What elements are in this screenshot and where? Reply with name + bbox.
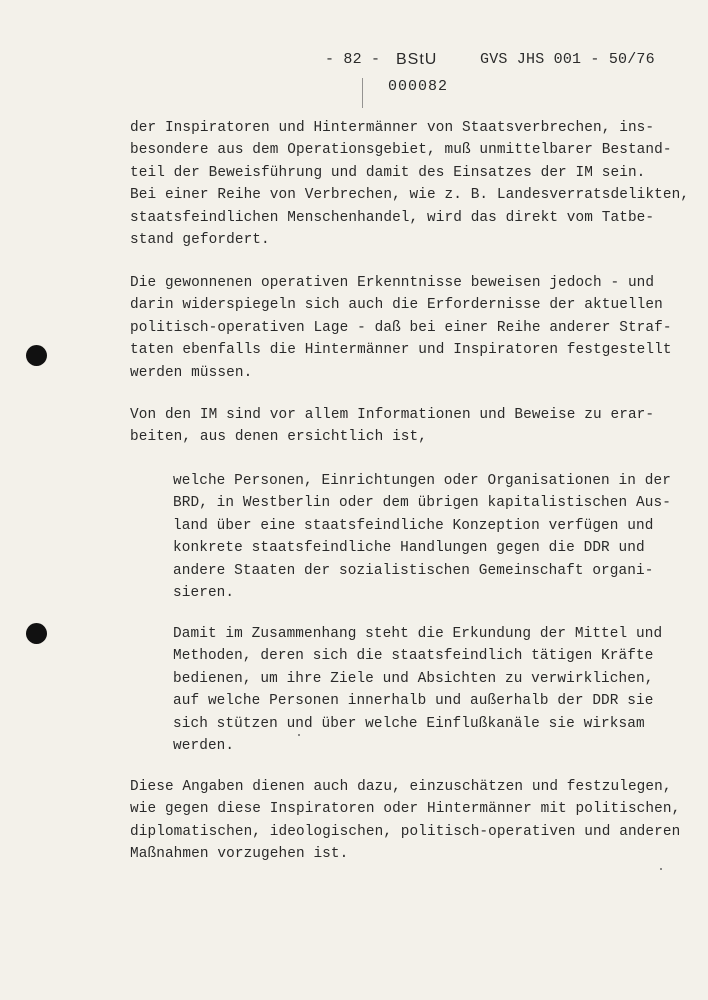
page-number: - 82 - [325, 51, 381, 68]
text-line: Maßnahmen vorzugehen ist. [130, 846, 349, 863]
text-line: welche Personen, Einrichtungen oder Organisationen in der [173, 473, 671, 489]
text-line: stand gefordert. [130, 232, 270, 249]
punch-hole [26, 345, 47, 366]
text-line: staatsfeindlichen Menschenhandel, wird das direkt vom Tatbe- [130, 209, 655, 226]
text-line: Die gewonnenen operativen Erkenntnisse beweisen jedoch - und [130, 275, 655, 291]
text-line: werden. [173, 738, 235, 755]
text-line: andere Staaten der sozialistischen Gemeinschaft organi- [173, 562, 654, 579]
text-line: Diese Angaben dienen auch dazu, einzuschätzen und festzulegen, [130, 779, 672, 795]
text-line: konkrete staatsfeindliche Handlungen gegen die DDR und [173, 540, 645, 557]
text-line: sich stützen und über welche Einflußkanäle sie wirksam [173, 715, 645, 732]
text-line: bedienen, um ihre Ziele und Absichten zu verwirklichen, [173, 670, 654, 687]
text-line: teil der Beweisführung und damit des Einsatzes der IM sein. [130, 164, 646, 181]
reference-code: GVS JHS 001 - 50/76 [480, 51, 655, 68]
text-line: Methoden, deren sich die staatsfeindlich tätigen Kräfte [173, 648, 654, 665]
paragraph-1 [130, 117, 689, 251]
text-line: besondere aus dem Operationsgebiet, muß unmittelbarer Bestand- [130, 142, 672, 159]
text-line: auf welche Personen innerhalb und außerhalb der DDR sie [173, 693, 654, 710]
text-line: diplomatischen, ideologischen, politisch-operativen und anderen [130, 823, 681, 840]
speck [660, 868, 662, 870]
paragraph-3 [130, 404, 654, 449]
paragraph-2 [130, 272, 672, 384]
text-line: darin widerspiegeln sich auch die Erfordernisse der aktuellen [130, 297, 663, 314]
text-line: sieren. [173, 585, 235, 602]
punch-hole [26, 623, 47, 644]
text-line: Damit im Zusammenhang steht die Erkundung der Mittel und [173, 626, 663, 642]
stamp-divider [362, 78, 363, 108]
text-line: politisch-operativen Lage - daß bei einer Reihe anderer Straf- [130, 319, 672, 336]
text-line: beiten, aus denen ersichtlich ist, [130, 429, 428, 446]
speck [298, 734, 300, 736]
text-line: Bei einer Reihe von Verbrechen, wie z. B. Landesverratsdelikten, [130, 187, 690, 204]
text-line: land über eine staatsfeindliche Konzeption verfügen und [173, 517, 654, 534]
text-line: der Inspiratoren und Hintermänner von Staatsverbrechen, ins- [130, 120, 655, 136]
stamp-number: 000082 [388, 78, 449, 95]
text-line: werden müssen. [130, 364, 253, 381]
text-line: taten ebenfalls die Hintermänner und Inspiratoren festgestellt [130, 342, 672, 359]
paragraph-6 [130, 776, 680, 866]
paragraph-5 [173, 623, 662, 757]
text-line: BRD, in Westberlin oder dem übrigen kapitalistischen Aus- [173, 495, 671, 512]
archive-stamp: BStU [396, 51, 438, 68]
text-line: wie gegen diese Inspiratoren oder Hintermänner mit politischen, [130, 801, 681, 818]
paragraph-4 [173, 470, 671, 604]
text-line: Von den IM sind vor allem Informationen und Beweise zu erar- [130, 407, 655, 423]
